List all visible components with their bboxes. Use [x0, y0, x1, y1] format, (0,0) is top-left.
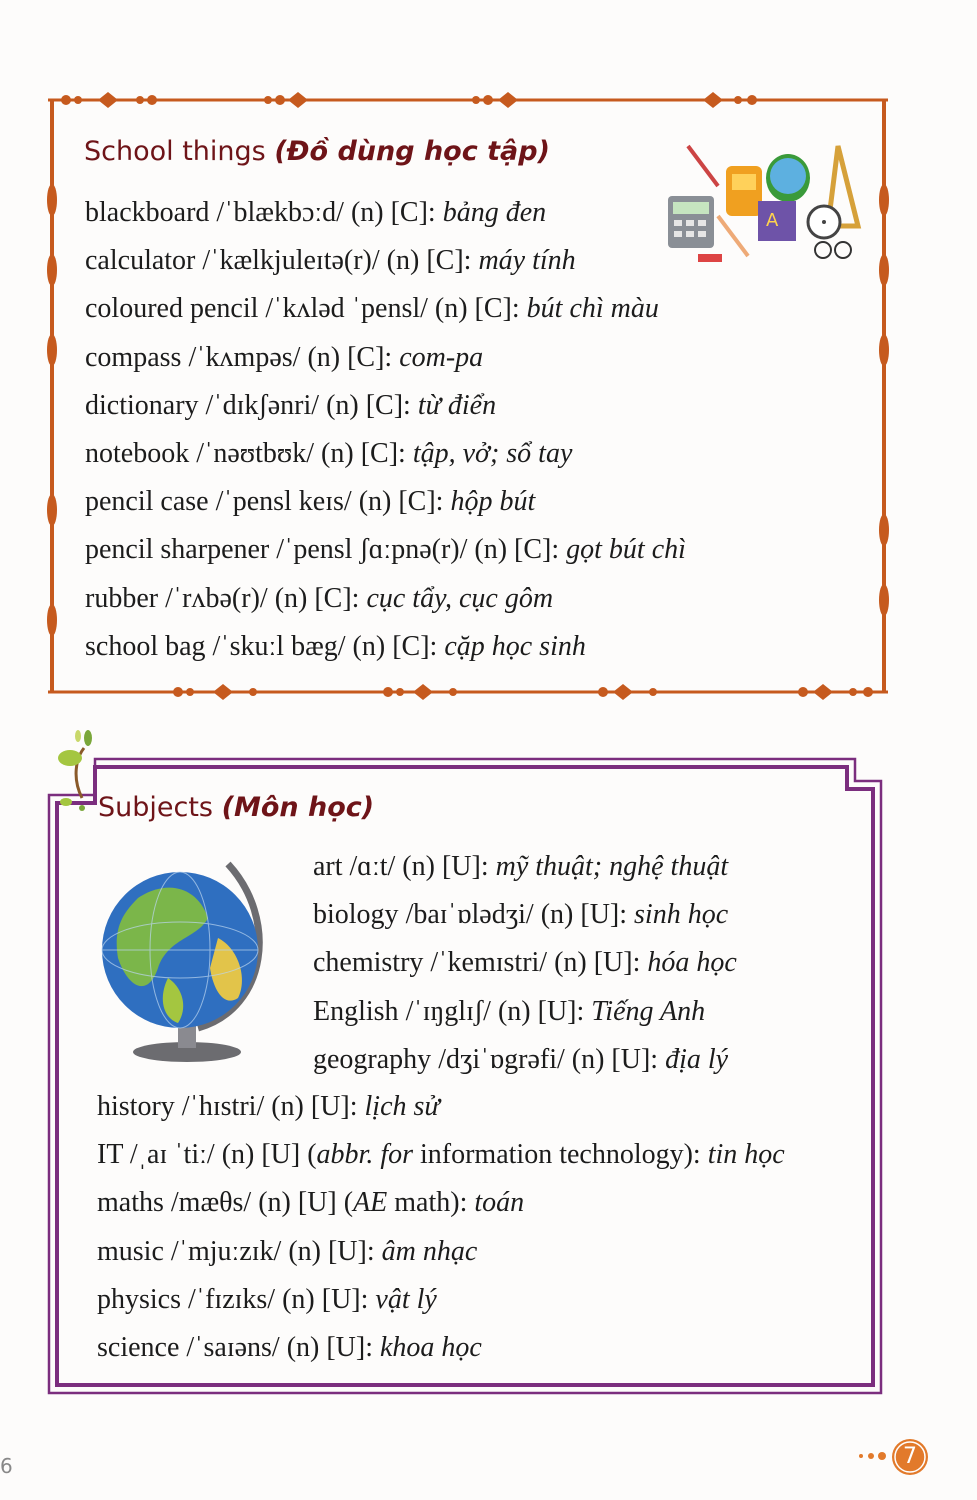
ornament-right-border [876, 100, 892, 692]
margin-page-mark: 6 [0, 1454, 13, 1478]
list-item: geography /dʒiˈɒgrəfi/ (n) [U]: địa lý [313, 1043, 729, 1075]
list-item: coloured pencil /ˈkʌləd ˈpensl/ (n) [C]: bút chì màu [85, 293, 659, 325]
list-item: English /ˈɪŋglɪʃ/ (n) [U]: Tiếng Anh [313, 995, 706, 1027]
ornament-top-border [48, 90, 888, 110]
list-item: history /ˈhɪstri/ (n) [U]: lịch sử [97, 1091, 440, 1122]
ornament-bottom-border [48, 682, 888, 702]
globe-illustration [98, 858, 276, 1064]
list-item: biology /baɪˈɒlədʒi/ (n) [U]: sinh học [313, 899, 729, 931]
list-item: pencil sharpener /ˈpensl ʃɑːpnə(r)/ (n) [C]: gọt bút chì [85, 534, 686, 566]
list-item: science /ˈsaɪəns/ (n) [U]: khoa học [97, 1331, 482, 1363]
list-item: calculator /ˈkælkjuleɪtə(r)/ (n) [C]: máy tính [85, 245, 576, 277]
page-number: 7 [890, 1437, 930, 1477]
school-things-title: School things (Đồ dùng học tập) [84, 136, 550, 167]
list-item: dictionary /ˈdɪkʃənri/ (n) [C]: từ điển [85, 389, 497, 421]
list-item: music /ˈmjuːzɪk/ (n) [U]: âm nhạc [97, 1235, 478, 1267]
list-item: blackboard /ˈblækbɔːd/ (n) [C]: bảng đen [85, 197, 547, 228]
list-item: art /ɑːt/ (n) [U]: mỹ thuật; nghệ thuật [313, 851, 729, 882]
list-item: notebook /ˈnəʊtbʊk/ (n) [C]: tập, vở; sổ tay [85, 437, 573, 469]
svg-text:A: A [766, 210, 779, 231]
list-item: physics /ˈfɪzɪks/ (n) [U]: vật lý [97, 1283, 437, 1315]
list-item: chemistry /ˈkemɪstri/ (n) [U]: hóa học [313, 947, 737, 979]
dots-icon [856, 1449, 886, 1463]
subjects-list-top [313, 843, 737, 1084]
list-item: maths /mæθs/ (n) [U] (AE math): toán [97, 1187, 525, 1219]
list-item: rubber /ˈrʌbə(r)/ (n) [C]: cục tẩy, cục gôm [85, 582, 554, 614]
subjects-title: Subjects (Môn học) [98, 792, 375, 823]
list-item: school bag /ˈskuːl bæg/ (n) [C]: cặp học sinh [85, 630, 586, 662]
subjects-list-bottom [97, 1083, 785, 1372]
list-item: IT /ˌaɪ ˈtiː/ (n) [U] (abbr. for information technology): tin học [97, 1139, 785, 1171]
ornament-left-border [44, 100, 60, 692]
school-things-list [85, 189, 686, 671]
list-item: compass /ˈkʌmpəs/ (n) [C]: com-pa [85, 341, 484, 373]
list-item: pencil case /ˈpensl keɪs/ (n) [C]: hộp bút [85, 486, 536, 518]
